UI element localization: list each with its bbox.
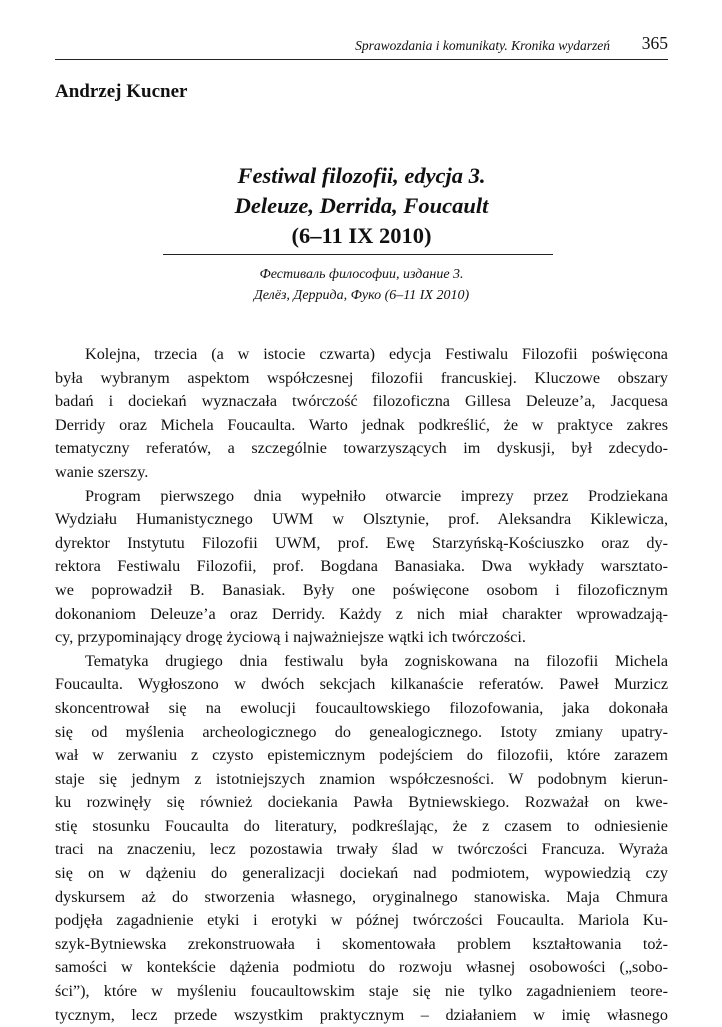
body-line: się on w dążeniu do generalizacji dociekań nad podmiotem, wypowiedzią czy — [55, 864, 668, 883]
body-line: Tematyka drugiego dnia festiwalu była zogniskowana na filozofii Michela — [85, 651, 668, 670]
body-line: podjęła zagadnienie etyki i erotyki w późnej twórczości Foucaulta. Mariola Ku- — [55, 911, 668, 930]
russian-subtitle — [55, 264, 668, 306]
body-line: samości w kontekście dążenia podmiotu do rozwoju własnej osobowości („sobo- — [55, 958, 668, 977]
body-line: ści”), które w myśleniu foucaultowskim staje się nie tylko zagadnieniem teore- — [55, 982, 668, 1001]
body-line: stię stosunku Foucaulta do literatury, podkreślając, że z czasem to odniesienie — [55, 816, 668, 835]
body-line: była wybranym aspektom współczesnej filozofii francuskiej. Kluczowe obszary — [55, 368, 668, 387]
body-line: tycznym, lecz przede wszystkim praktycznym – działaniem w imię własnego — [55, 1005, 668, 1024]
body-line: dyrektor Instytutu Filozofii UWM, prof. Ewę Starzyńską-Kościuszko oraz dy- — [55, 533, 668, 552]
body-line: Foucaulta. Wygłoszono w dwóch sekcjach kilkanaście referatów. Paweł Murzicz — [55, 675, 668, 694]
title-line: (6–11 IX 2010) — [291, 223, 432, 248]
subtitle-line: Делёз, Деррида, Фуко (6–11 IX 2010) — [253, 288, 470, 303]
body-line: tematyczny referatów, a szczególnie towarzyszących im dyskusji, był zdecydo- — [55, 439, 668, 458]
page-header — [55, 33, 668, 60]
article-body — [55, 343, 668, 1027]
body-line: staje się jednym z istotniejszych znamion współczesności. W podobnym kierun- — [55, 769, 668, 788]
body-line: wał w zerwaniu z czysto epistemicznym podejściem do filozofii, które zarazem — [55, 746, 668, 765]
body-line: wanie szerszy. — [55, 462, 149, 481]
title-line: Deleuze, Derrida, Foucault — [234, 193, 489, 218]
body-line: Wydziału Humanistycznego UWM w Olsztynie, prof. Aleksandra Kiklewicza, — [55, 510, 668, 529]
body-line: skoncentrował się na ewolucji foucaultowskiego filozofowania, jaka dokonała — [55, 698, 668, 717]
body-line: Kolejna, trzecia (a w istocie czwarta) edycja Festiwalu Filozofii poświęcona — [85, 345, 668, 363]
article-title — [55, 161, 668, 251]
body-line: dyskursem aż do stworzenia własnego, oryginalnego stanowiska. Maja Chmura — [55, 887, 668, 906]
title-divider — [163, 254, 553, 255]
body-line: Program pierwszego dnia wypełniło otwarcie imprezy przez Prodziekana — [85, 486, 668, 505]
body-line: ku rozwinęły się również dociekania Pawła Bytniewskiego. Rozważał on kwe- — [55, 793, 668, 812]
running-title: Sprawozdania i komunikaty. Kronika wydarzeń — [355, 38, 610, 53]
page-number: 365 — [641, 33, 668, 53]
body-line: się od myślenia archeologicznego do genealogicznego. Istoty zmiany upatry- — [55, 722, 668, 741]
author-name: Andrzej Kucner — [55, 81, 188, 102]
body-line: badań i dociekań wyznaczała twórczość filozoficzna Gillesa Deleuze’a, Jacquesa — [55, 392, 668, 411]
subtitle-line: Фестиваль философии, издание 3. — [259, 267, 464, 282]
body-line: cy, przypominający drogę życiową i najważniejsze wątki ich twórczości. — [55, 628, 526, 647]
body-line: traci na znaczeniu, lecz pozostawia trwały ślad w twórczości Francuza. Wyraża — [55, 840, 668, 859]
body-line: Derridy oraz Michela Foucaulta. Warto jednak podkreślić, że w praktyce zakres — [55, 415, 668, 434]
body-line: dokonaniom Deleuze’a oraz Derridy. Każdy z nich miał charakter wprowadzają- — [55, 604, 668, 623]
body-line: szyk-Bytniewska zrekonstruowała i skomentowała problem kształtowania toż- — [55, 934, 668, 953]
body-line: rektora Festiwalu Filozofii, prof. Bogdana Banasiaka. Dwa wykłady warsztato- — [55, 557, 668, 576]
title-line: Festiwal filozofii, edycja 3. — [237, 163, 486, 188]
body-line: we poprowadził B. Banasiak. Były one poświęcone osobom i filozoficznym — [55, 580, 668, 599]
